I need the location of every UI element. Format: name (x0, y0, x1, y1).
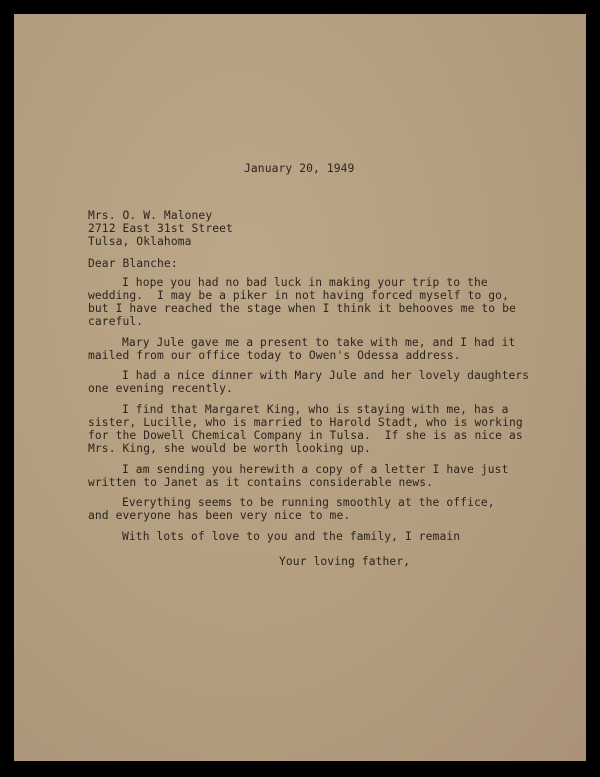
paragraph-4-line-1: I find that Margaret King, who is staying with me, has a (122, 403, 509, 416)
address-line-3: Tulsa, Oklahoma (88, 235, 192, 248)
paragraph-2-line-1: Mary Jule gave me a present to take with me, and I had it (122, 336, 516, 349)
paragraph-6-line-2: and everyone has been very nice to me. (88, 509, 351, 522)
paragraph-1-line-1: I hope you had no bad luck in making your trip to the (122, 276, 488, 289)
address-line-2: 2712 East 31st Street (88, 222, 233, 235)
letter-page (14, 14, 586, 761)
closing: Your loving father, (279, 555, 411, 568)
paragraph-7-line-1: With lots of love to you and the family, I remain (122, 530, 461, 543)
paragraph-4-line-2: sister, Lucille, who is married to Harold Stadt, who is working (88, 416, 523, 429)
letter-date: January 20, 1949 (244, 162, 355, 175)
salutation: Dear Blanche: (88, 257, 178, 270)
paragraph-1-line-2: wedding. I may be a piker in not having forced myself to go, (88, 289, 509, 302)
paragraph-3-line-2: one evening recently. (88, 382, 233, 395)
address-line-1: Mrs. O. W. Maloney (88, 209, 213, 222)
paragraph-4-line-4: Mrs. King, she would be worth looking up. (88, 442, 371, 455)
paragraph-1-line-4: careful. (88, 315, 144, 328)
paragraph-3-line-1: I had a nice dinner with Mary Jule and her lovely daughters (122, 369, 530, 382)
letter-body (14, 14, 586, 761)
paragraph-5-line-2: written to Janet as it contains considerable news. (88, 476, 434, 489)
paragraph-1-line-3: but I have reached the stage when I think it behooves me to be (88, 302, 516, 315)
paragraph-2-line-2: mailed from our office today to Owen's Odessa address. (88, 349, 461, 362)
paragraph-5-line-1: I am sending you herewith a copy of a letter I have just (122, 463, 509, 476)
paragraph-6-line-1: Everything seems to be running smoothly at the office, (122, 496, 495, 509)
paragraph-4-line-3: for the Dowell Chemical Company in Tulsa. If she is as nice as (88, 429, 523, 442)
